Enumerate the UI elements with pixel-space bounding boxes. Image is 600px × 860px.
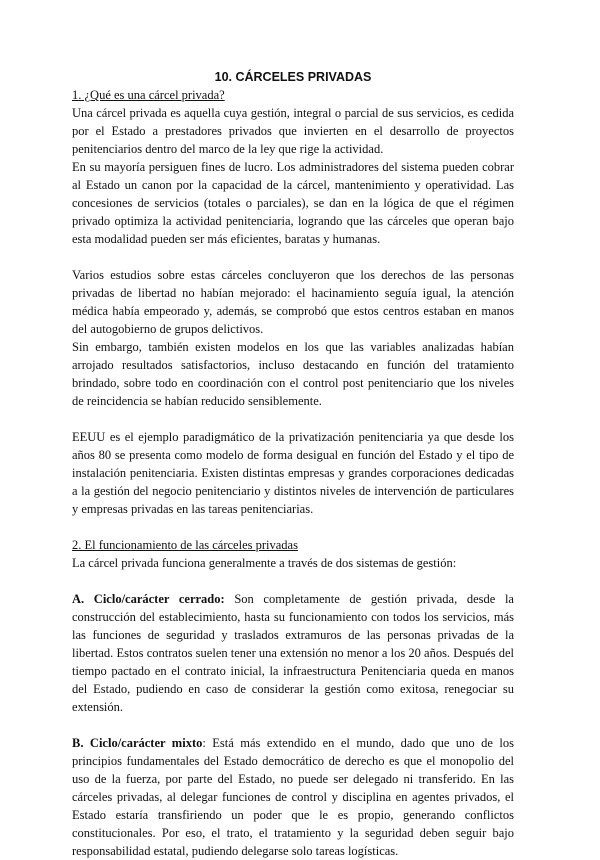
- document-title: 10. CÁRCELES PRIVADAS: [214, 70, 372, 84]
- section-1-paragraph-5: EEUU es el ejemplo paradigmático de la privatización penitenciaria ya que desde los años 80 se presenta como modelo de forma desigual en función del Estado y el tipo de instalación penitenciaria. Existen distintas empresas y grandes corporaciones dedicadas a la gestión del negocio penitenciario y distintos niveles de intervención de particulares y empresas privadas en las tareas penitenciarias.: [72, 430, 514, 516]
- section-1-paragraph-4: Sin embargo, también existen modelos en los que las variables analizadas habían arrojado resultados satisfactorios, incluso destacando en función del tratamiento brindado, sobre todo en coordinación con el control post penitenciario que los niveles de reincidencia se habían reducido sensiblemente.: [72, 340, 514, 408]
- system-b-label: B. Ciclo/carácter mixto: [72, 736, 203, 750]
- section-1-heading: 1. ¿Qué es una cárcel privada?: [72, 88, 225, 102]
- spacer: [72, 572, 514, 590]
- section-1-paragraph-2: En su mayoría persiguen fines de lucro. Los administradores del sistema pueden cobrar al Estado un canon por la capacidad de la cárcel, mantenimiento y operatividad. Las concesiones de servicios (totales o parciales), se dan en la lógica de que el régimen privado optimiza la actividad penitenciaria, logrando que las cárceles que operan bajo esta modalidad pueden ser más eficientes, baratas y humanas.: [72, 160, 514, 246]
- section-1-paragraph-3: Varios estudios sobre estas cárceles concluyeron que los derechos de las personas privadas de libertad no habían mejorado: el hacinamiento seguía igual, la atención médica había empeorado y, además, se comprobó que estos centros estaban en manos del autogobierno de grupos delictivos.: [72, 268, 514, 336]
- spacer: [72, 716, 514, 734]
- spacer: [72, 248, 514, 266]
- system-b-paragraph: [72, 734, 514, 860]
- system-a-label: A. Ciclo/carácter cerrado:: [72, 592, 225, 606]
- system-a-paragraph: [72, 590, 514, 716]
- section-1-paragraph-1: Una cárcel privada es aquella cuya gestión, integral o parcial de sus servicios, es cedida por el Estado a prestadores privados que invierten en el desarrollo de proyectos penitenciarios dentro del marco de la ley que rige la actividad.: [72, 106, 514, 156]
- section-2-intro: La cárcel privada funciona generalmente a través de dos sistemas de gestión:: [72, 556, 457, 570]
- section-2-heading: 2. El funcionamiento de las cárceles privadas: [72, 538, 298, 552]
- spacer: [72, 410, 514, 428]
- spacer: [72, 518, 514, 536]
- system-a-text: Son completamente de gestión privada, desde la construcción del establecimiento, hasta su funcionamiento con todos los servicios, más las funciones de seguridad y traslados extramuros de las personas privadas de la libertad. Estos contratos suelen tener una extensión no menor a los 20 años. Después del tiempo pactado en el contrato inicial, la infraestructura Penitenciaria queda en manos del Estado, pudiendo en caso de considerar la gestión como exitosa, renegociar su extensión.: [72, 592, 514, 714]
- system-b-text: : Está más extendido en el mundo, dado que uno de los principios fundamentales del Estado democrático de derecho es que el monopolio del uso de la fuerza, por parte del Estado, no puede ser delegado ni transferido. En las cárceles privadas, al delegar funciones de control y disciplina en agentes privados, el Estado estaría transfiriendo un poder que le es propio, generando conflictos constitucionales. Por eso, el trato, el tratamiento y la seguridad deben seguir bajo responsabilidad estatal, pudiendo delegarse solo tareas logísticas.: [72, 736, 514, 858]
